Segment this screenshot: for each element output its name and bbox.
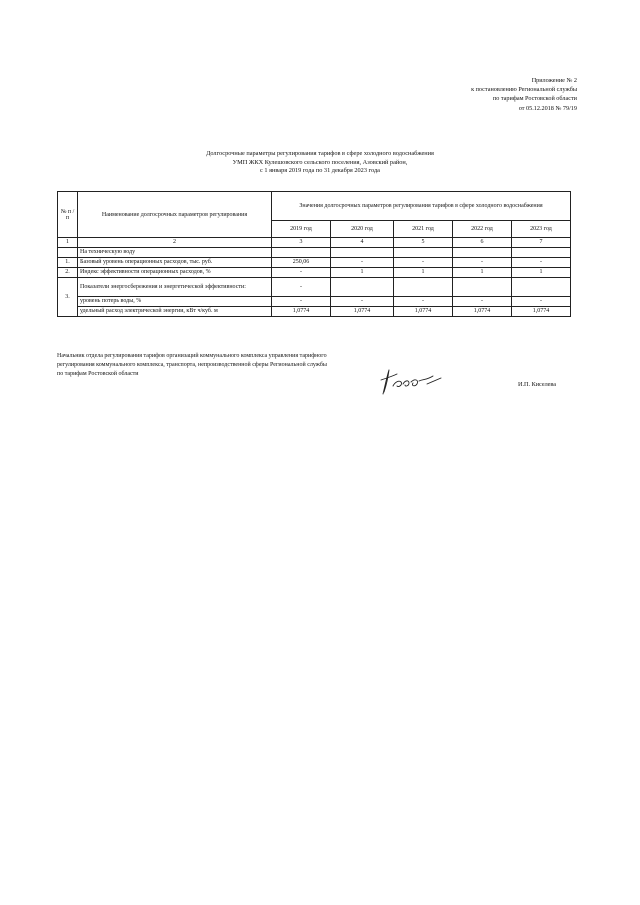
row-value: 1 [512, 268, 571, 278]
parameters-table [57, 191, 571, 317]
row-value: 1,0774 [331, 307, 394, 317]
title-line-1: Долгосрочные параметры регулирования тарифов в сфере холодного водоснабжения [206, 150, 434, 157]
row-name: Базовый уровень операционных расходов, тыс. руб. [78, 258, 272, 268]
column-number-row [58, 238, 571, 248]
row-value: 1,0774 [512, 307, 571, 317]
row-value: - [272, 297, 331, 307]
table-row [58, 278, 571, 297]
appendix-line-4: от 05.12.2018 № 79/19 [518, 104, 577, 112]
col-number: 3 [272, 238, 331, 248]
row-name: удельный расход электрической энергии, кВт ч/куб. м [78, 307, 272, 317]
row-value: - [453, 297, 512, 307]
col-number: 5 [394, 238, 453, 248]
row-name: Показатели энергосбережения и энергетической эффективности: [78, 278, 272, 297]
col-number: 7 [512, 238, 571, 248]
table-row [58, 307, 571, 317]
row-value: 1 [331, 268, 394, 278]
col-number: 6 [453, 238, 512, 248]
row-num: 2. [58, 268, 78, 278]
row-value: 1,0774 [453, 307, 512, 317]
row-value: - [394, 258, 453, 268]
appendix-line-3: по тарифам Ростовской области [492, 95, 577, 103]
row-num: 3. [58, 278, 78, 317]
row-value: 250,06 [272, 258, 331, 268]
row-value: - [272, 268, 331, 278]
row-name: Индекс эффективности операционных расходов, % [78, 268, 272, 278]
row-value: 1,0774 [394, 307, 453, 317]
appendix-line-2: к постановлению Региональной службы [471, 86, 577, 94]
row-value: - [331, 297, 394, 307]
year-cell: 2021 год [394, 221, 453, 238]
header-name: Наименование долгосрочных параметров регулирования [78, 192, 272, 238]
year-cell: 2023 год [512, 221, 571, 238]
appendix-header [471, 76, 577, 113]
table-row [58, 297, 571, 307]
row-value: 1 [453, 268, 512, 278]
signatory-position: Начальник отдела регулирования тарифов организаций коммунального комплекса управления тарифного регулирования коммунального комплекса, транспорта, непроизводственной сферы Региональной службы по тарифам Ростовской области [57, 353, 327, 378]
table-row [58, 268, 571, 278]
row-value: 1 [394, 268, 453, 278]
year-cell: 2022 год [453, 221, 512, 238]
year-cell: 2020 год [331, 221, 394, 238]
row-value: - [512, 258, 571, 268]
section-row [58, 248, 571, 258]
row-value: - [512, 297, 571, 307]
table-row [58, 258, 571, 268]
table-header-row [58, 192, 571, 221]
handwritten-signature [375, 364, 445, 398]
row-name: уровень потерь воды, % [78, 297, 272, 307]
row-value: - [453, 258, 512, 268]
row-value: 1,0774 [272, 307, 331, 317]
title-line-3: с 1 января 2019 года по 31 декабря 2023 года [260, 167, 380, 175]
year-cell: 2019 год [272, 221, 331, 238]
col-number: 2 [78, 238, 272, 248]
title-line-2: УМП ЖКХ Кулешовского сельского поселения, Азовский район, [232, 158, 408, 166]
appendix-line-1: Приложение № 2 [531, 77, 577, 84]
header-num: № п /п [58, 192, 78, 238]
col-number: 4 [331, 238, 394, 248]
row-value: - [394, 297, 453, 307]
section-title: На техническую воду [78, 248, 272, 258]
row-value: - [331, 258, 394, 268]
row-num: 1. [58, 258, 78, 268]
signer-name: И.П. Киселева [518, 381, 557, 388]
col-number: 1 [58, 238, 78, 248]
document-title [0, 150, 640, 176]
header-values: Значения долгосрочных параметров регулирования тарифов в сфере холодного водоснабжения [272, 192, 571, 221]
row-value: - [272, 278, 331, 297]
